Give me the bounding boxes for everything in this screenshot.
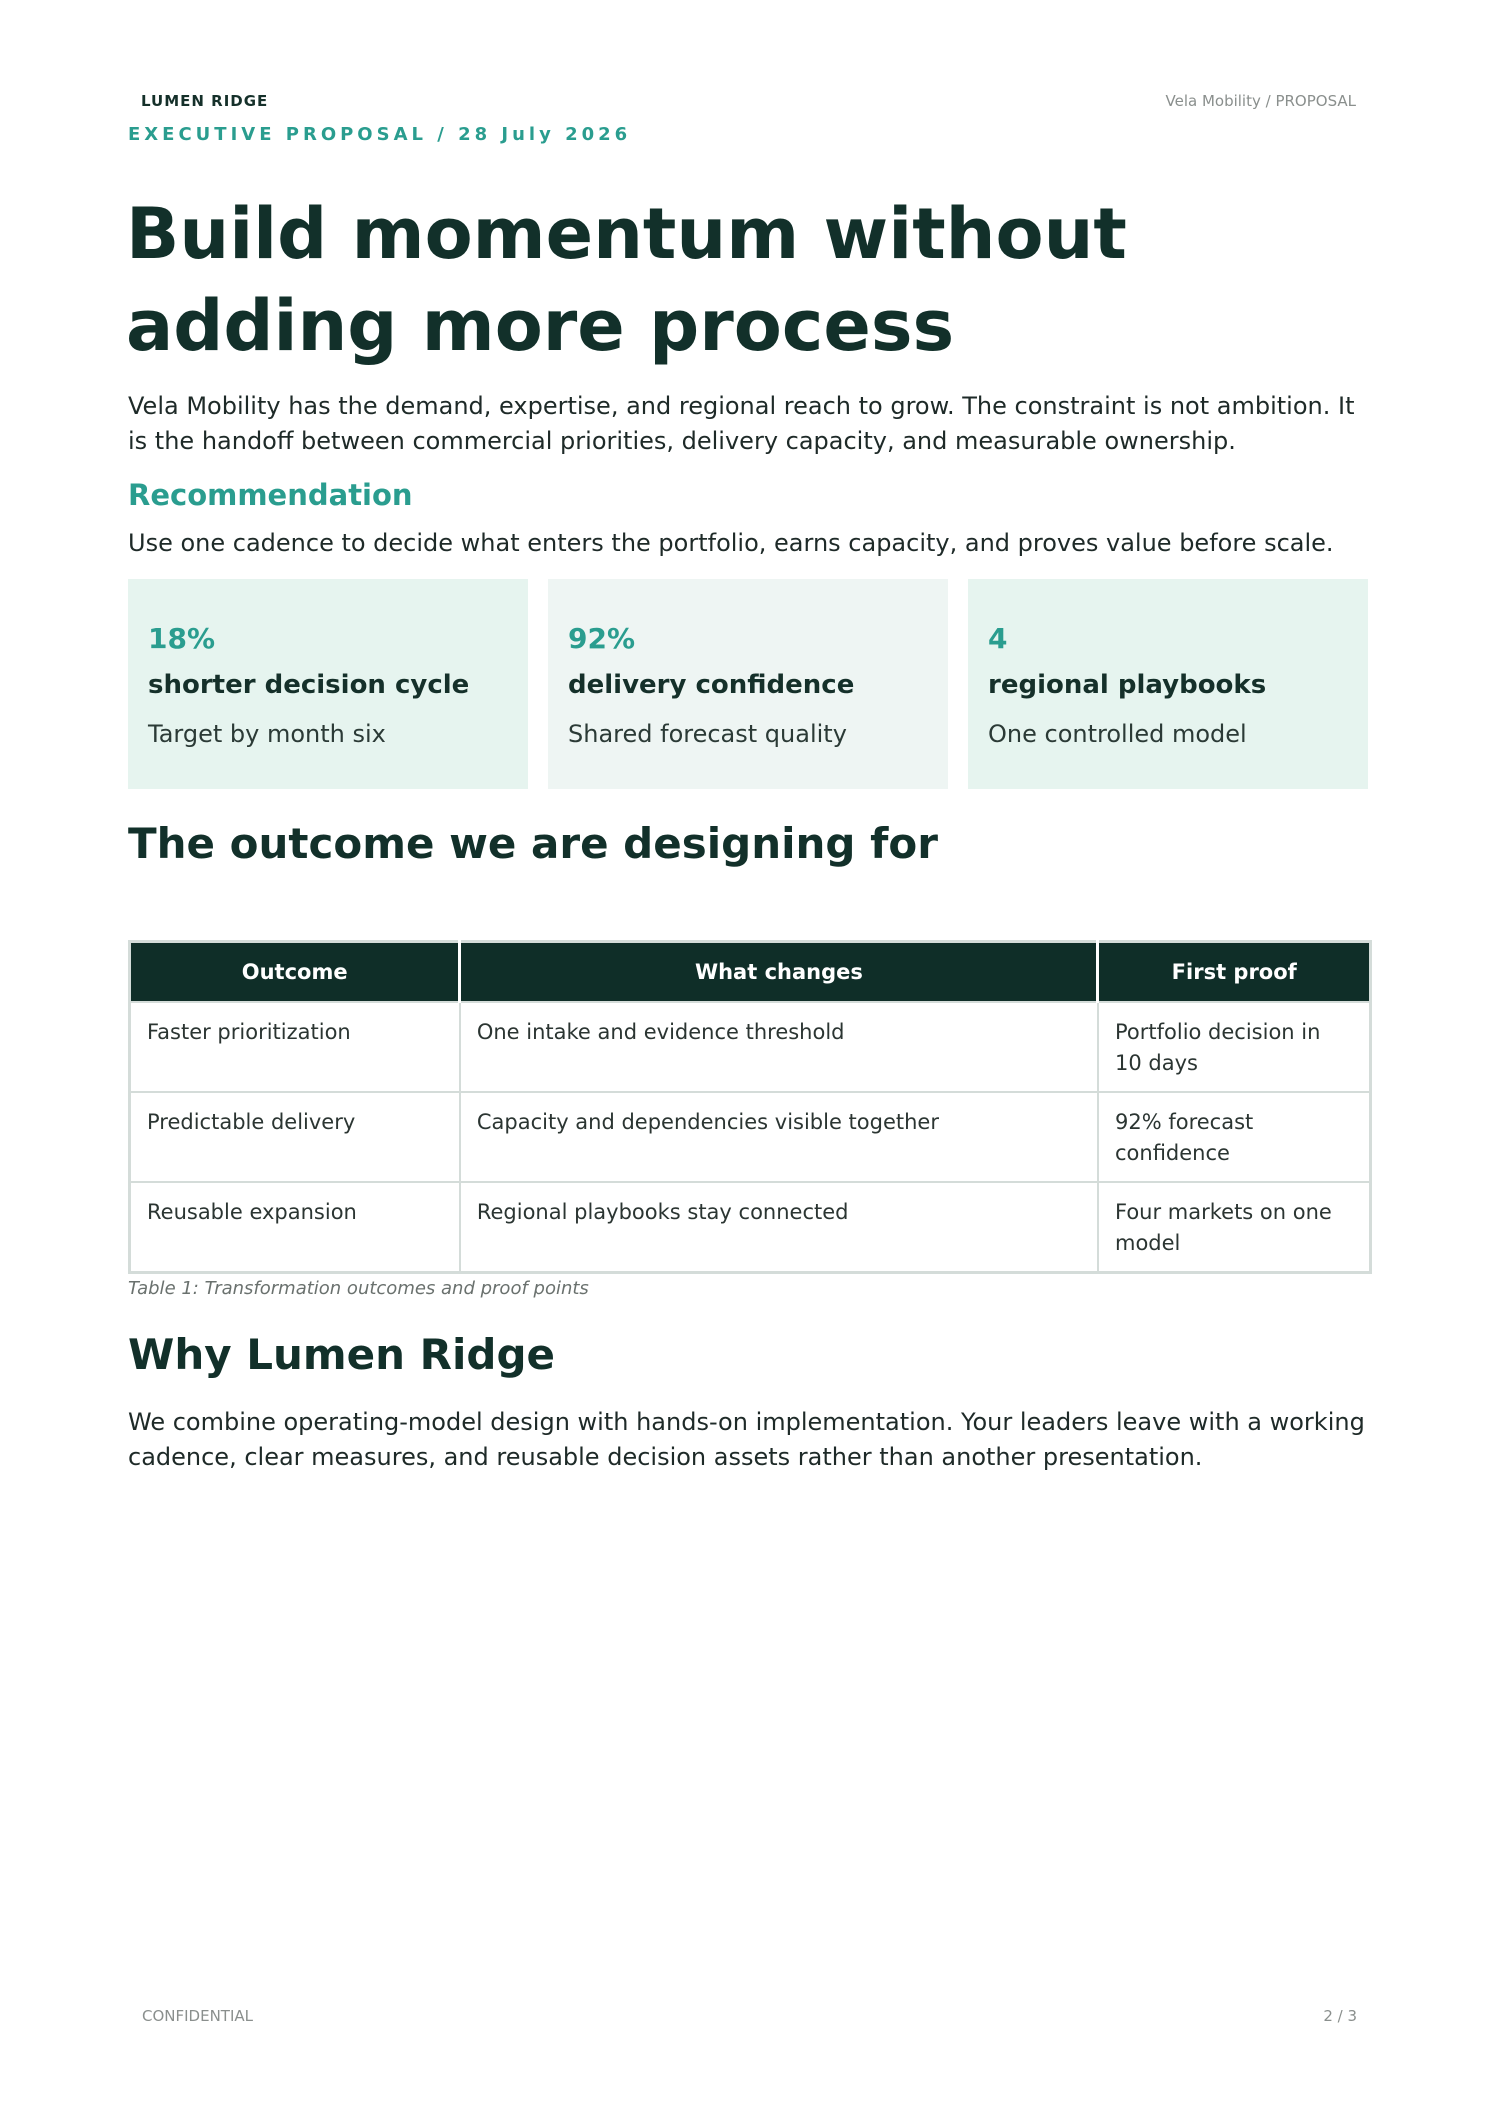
table-cell: Portfolio decision in 10 days <box>1098 1002 1371 1092</box>
kpi-card-regional-playbooks <box>968 579 1368 789</box>
table-cell: One intake and evidence threshold <box>460 1002 1098 1092</box>
table-row <box>130 1002 1371 1092</box>
table-cell: Regional playbooks stay connected <box>460 1182 1098 1273</box>
why-section-heading: Why Lumen Ridge <box>128 1330 556 1379</box>
eyebrow: EXECUTIVE PROPOSAL / 28 July 2026 <box>128 124 632 145</box>
brand-name: LUMEN RIDGE <box>141 92 269 110</box>
kpi-card-delivery-confidence <box>548 579 948 789</box>
intro-paragraph: Vela Mobility has the demand, expertise, and regional reach to grow. The constraint is not ambition. It is the handoff between commercial priorities, delivery capacity, and measurable ownership. <box>128 392 1355 455</box>
why-paragraph: We combine operating-model design with hands-on implementation. Your leaders leave with a working cadence, clear measures, and reusable decision assets rather than another presentation. <box>128 1408 1365 1471</box>
document-label: Vela Mobility / PROPOSAL <box>1165 92 1356 110</box>
kpi-value: 4 <box>988 622 1008 655</box>
table-header-row <box>130 942 1371 1003</box>
kpi-label: regional playbooks <box>988 670 1267 700</box>
kpi-note: Target by month six <box>148 720 386 748</box>
kpi-value: 18% <box>148 622 216 655</box>
table-cell: Faster prioritization <box>130 1002 460 1092</box>
page-number: 2 / 3 <box>1323 2007 1357 2025</box>
confidential-label: CONFIDENTIAL <box>142 2007 254 2025</box>
table-cell: Four markets on one model <box>1098 1182 1371 1273</box>
table-cell: Predictable delivery <box>130 1092 460 1182</box>
recommendation-heading: Recommendation <box>128 478 413 512</box>
table-cell: 92% forecast confidence <box>1098 1092 1371 1182</box>
kpi-card-decision-cycle <box>128 579 528 789</box>
page-title: Build momentum without adding more process <box>126 193 1127 367</box>
column-header-first-proof: First proof <box>1098 942 1371 1003</box>
kpi-label: shorter decision cycle <box>148 670 470 700</box>
table-cell: Capacity and dependencies visible together <box>460 1092 1098 1182</box>
table-cell: Reusable expansion <box>130 1182 460 1273</box>
outcomes-table <box>128 940 1372 1274</box>
table-row <box>130 1092 1371 1182</box>
column-header-what-changes: What changes <box>460 942 1098 1003</box>
table-caption: Table 1: Transformation outcomes and proof points <box>128 1278 589 1299</box>
kpi-label: delivery confidence <box>568 670 855 700</box>
kpi-value: 92% <box>568 622 636 655</box>
kpi-note: One controlled model <box>988 720 1247 748</box>
outcome-section-heading: The outcome we are designing for <box>128 819 938 868</box>
table-row <box>130 1182 1371 1273</box>
kpi-note: Shared forecast quality <box>568 720 847 748</box>
recommendation-text: Use one cadence to decide what enters the portfolio, earns capacity, and proves value before scale. <box>128 529 1334 557</box>
column-header-outcome: Outcome <box>130 942 460 1003</box>
